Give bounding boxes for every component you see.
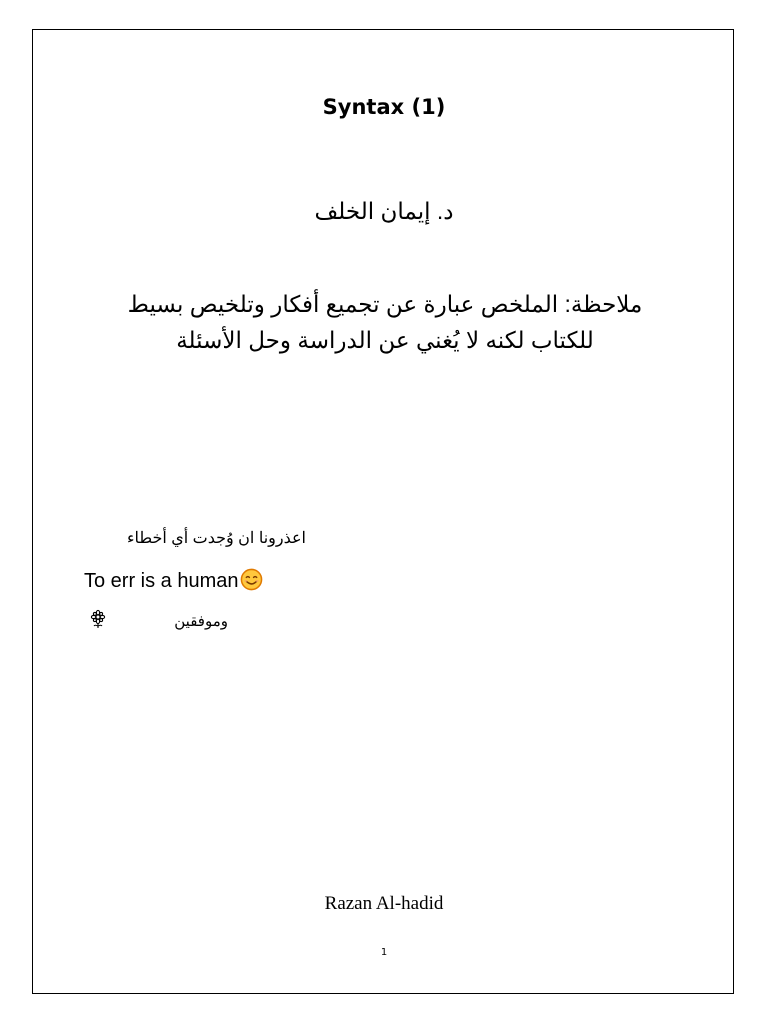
- summary-note-line-1: ملاحظة: الملخص عبارة عن تجميع أفكار وتلخيص بسيط: [127, 291, 643, 317]
- flower-icon: [88, 609, 108, 629]
- human-text: To err is a human: [84, 570, 239, 592]
- document-title: Syntax (1): [322, 95, 446, 119]
- smiling-face-icon: [240, 568, 263, 591]
- page-border: [32, 29, 734, 994]
- signature: Razan Al-hadid: [324, 893, 444, 914]
- human-line: [84, 568, 263, 594]
- summary-note-line-2: للكتاب لكنه لا يُغني عن الدراسة وحل الأسئلة: [176, 327, 594, 353]
- apology-text: اعذرونا ان وُجدت أي أخطاء: [126, 530, 306, 547]
- good-luck-text: وموفقين: [174, 613, 228, 630]
- author-name: د. إيمان الخلف: [314, 198, 454, 224]
- page-number: 1: [380, 947, 388, 958]
- summary-note: [90, 286, 680, 358]
